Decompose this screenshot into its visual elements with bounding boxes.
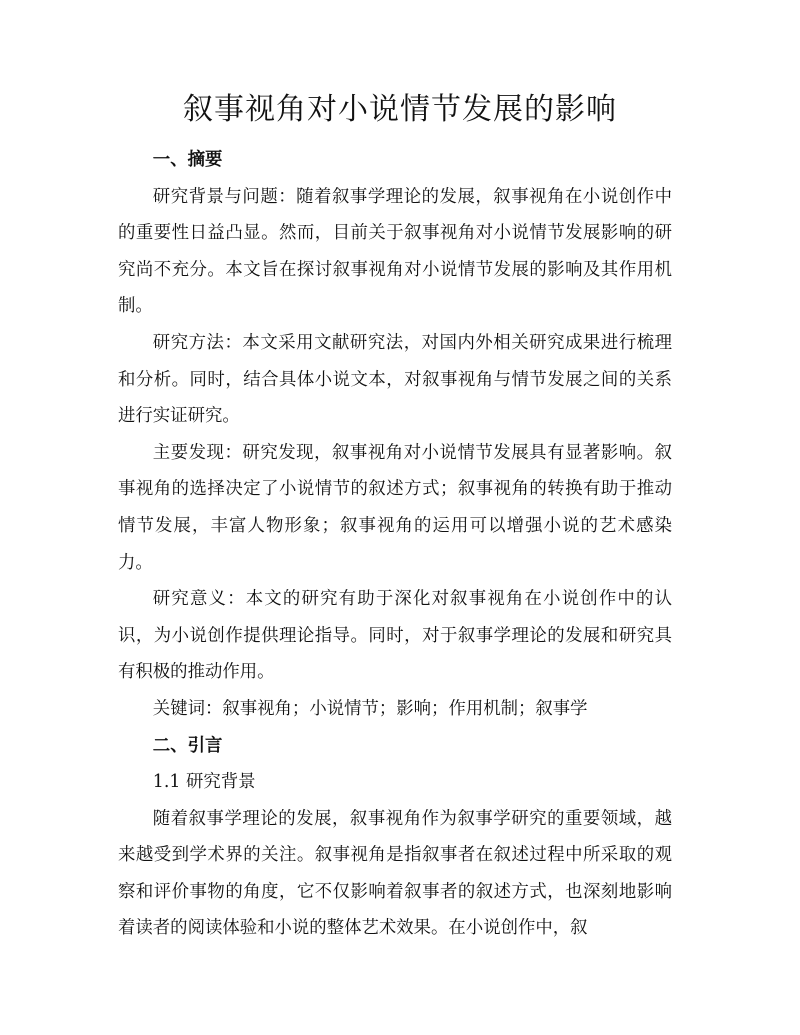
background-paragraph: 研究背景与问题：随着叙事学理论的发展，叙事视角在小说创作中的重要性日益凸显。然而，目前关于叙事视角对小说情节发展影响的研究尚不充分。本文旨在探讨叙事视角对小说情节发展的影响及其作用机制。 [118,186,672,317]
section-1-1-heading: 1.1 研究背景 [152,772,256,793]
findings-paragraph: 主要发现：研究发现，叙事视角对小说情节发展具有显著影响。叙事视角的选择决定了小说情节的叙述方式；叙事视角的转换有助于推动情节发展，丰富人物形象；叙事视角的运用可以增强小说的艺术感染力。 [118,442,672,573]
document-title: 叙事视角对小说情节发展的影响 [183,92,617,127]
significance-paragraph: 研究意义：本文的研究有助于深化对叙事视角在小说创作中的认识，为小说创作提供理论指导。同时，对于叙事学理论的发展和研究具有积极的推动作用。 [118,589,672,683]
method-paragraph: 研究方法：本文采用文献研究法，对国内外相关研究成果进行梳理和分析。同时，结合具体小说文本，对叙事视角与情节发展之间的关系进行实证研究。 [118,332,672,427]
section-1-1-paragraph: 随着叙事学理论的发展，叙事视角作为叙事学研究的重要领域，越来越受到学术界的关注。叙事视角是指叙事者在叙述过程中所采取的观察和评价事物的角度，它不仅影响着叙事者的叙述方式，也深刻地影响着读者的阅读体验和小说的整体艺术效果。在小说创作中，叙 [118,808,672,939]
keywords-line: 关键词：叙事视角；小说情节；影响；作用机制；叙事学 [152,698,588,719]
intro-heading: 二、引言 [152,735,223,756]
document-body [118,142,672,947]
abstract-heading: 一、摘要 [152,150,223,170]
